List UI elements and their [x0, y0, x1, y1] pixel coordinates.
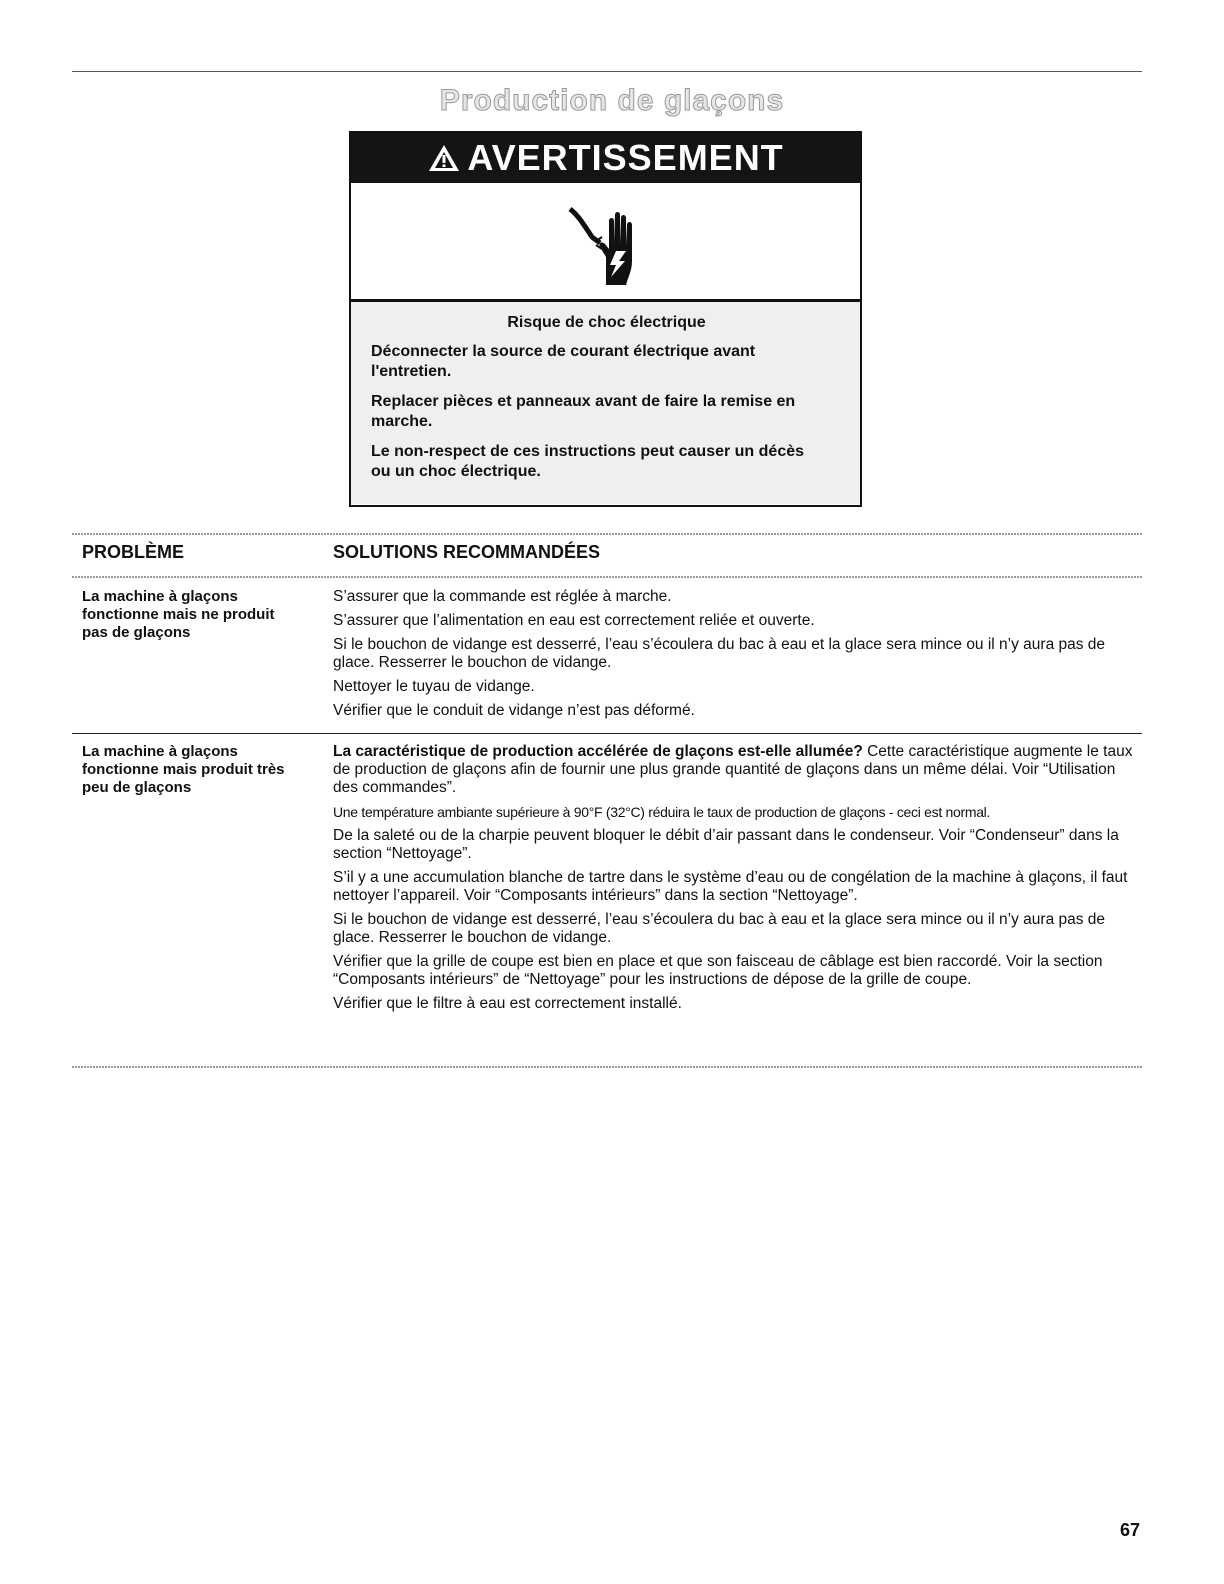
solutions-cell: [333, 588, 1133, 726]
solution-item: [333, 743, 1133, 797]
solution-item: Si le bouchon de vidange est desserré, l’eau s’écoulera du bac à eau et la glace sera mince ou il n’y aura pas de glace. Resserrer le bouchon de vidange.: [333, 911, 1106, 946]
top-rule: [72, 71, 1142, 72]
warning-icon-area: [351, 183, 860, 302]
solution-item: Vérifier que la grille de coupe est bien en place et que son faisceau de câblage est bien raccordé. Voir la section “Composants intérieurs” de “Nettoyage” pour les instructions de dépose de la grille de coupe.: [333, 953, 1103, 988]
solution-item: S’assurer que la commande est réglée à marche.: [333, 588, 672, 605]
solution-item: S’il y a une accumulation blanche de tartre dans le système d’eau ou de congélation de la machine à glaçons, il faut nettoyer l’appareil. Voir “Composants intérieurs” dans la section “Nettoyage”.: [333, 869, 1128, 904]
problem-cell: La machine à glaçons fonctionne mais ne produit pas de glaçons: [82, 588, 275, 641]
warning-header-text: AVERTISSEMENT: [467, 137, 784, 178]
solutions-cell: [333, 743, 1133, 1019]
warning-paragraph: Replacer pièces et panneaux avant de faire la remise en marche.: [371, 393, 796, 430]
solution-item: S’assurer que l’alimentation en eau est correctement reliée et ouverte.: [333, 612, 815, 629]
solution-lead-text: Cette caractéristique augmente le taux de production de glaçons afin de fournir une plus grande quantité de glaçons dans un même délai. Voir “Utilisation des commandes”.: [333, 743, 1133, 796]
problem-cell: La machine à glaçons fonctionne mais produit très peu de glaçons: [82, 743, 285, 796]
solution-item: Une température ambiante supérieure à 90°F (32°C) réduira le taux de production de glaçons - ceci est normal.: [333, 804, 991, 820]
section-title: Production de glaçons: [439, 84, 785, 117]
solution-item: Nettoyer le tuyau de vidange.: [333, 678, 535, 695]
column-header-problem: PROBLÈME: [82, 542, 185, 562]
warning-box: [349, 131, 862, 507]
table-bottom-rule: [72, 1066, 1142, 1068]
solution-item: Vérifier que le filtre à eau est correctement installé.: [333, 995, 682, 1012]
risk-title: Risque de choc électrique: [507, 314, 706, 331]
header-bottom-rule: [72, 576, 1142, 578]
electric-shock-hand-icon: [556, 191, 656, 291]
warning-body: [351, 302, 860, 504]
row-divider: [72, 733, 1142, 734]
column-header-solutions: SOLUTIONS RECOMMANDÉES: [333, 542, 601, 562]
table-top-rule: [72, 533, 1142, 535]
solution-item: Si le bouchon de vidange est desserré, l’eau s’écoulera du bac à eau et la glace sera mince ou il n’y aura pas de glace. Resserrer le bouchon de vidange.: [333, 636, 1106, 671]
solution-item: Vérifier que le conduit de vidange n’est pas déformé.: [333, 702, 695, 719]
warning-paragraph: Le non-respect de ces instructions peut causer un décès ou un choc électrique.: [371, 443, 805, 480]
solution-item: De la saleté ou de la charpie peuvent bloquer le débit d’air passant dans le condenseur. Voir “Condenseur” dans la section “Nettoyage”.: [333, 827, 1119, 862]
page-number: 67: [1120, 1520, 1141, 1540]
warning-paragraph: Déconnecter la source de courant électrique avant l'entretien.: [371, 343, 756, 380]
warning-triangle-icon: [427, 143, 461, 173]
solution-lead-bold: La caractéristique de production accélérée de glaçons est-elle allumée?: [333, 743, 863, 760]
warning-header: [351, 133, 860, 183]
